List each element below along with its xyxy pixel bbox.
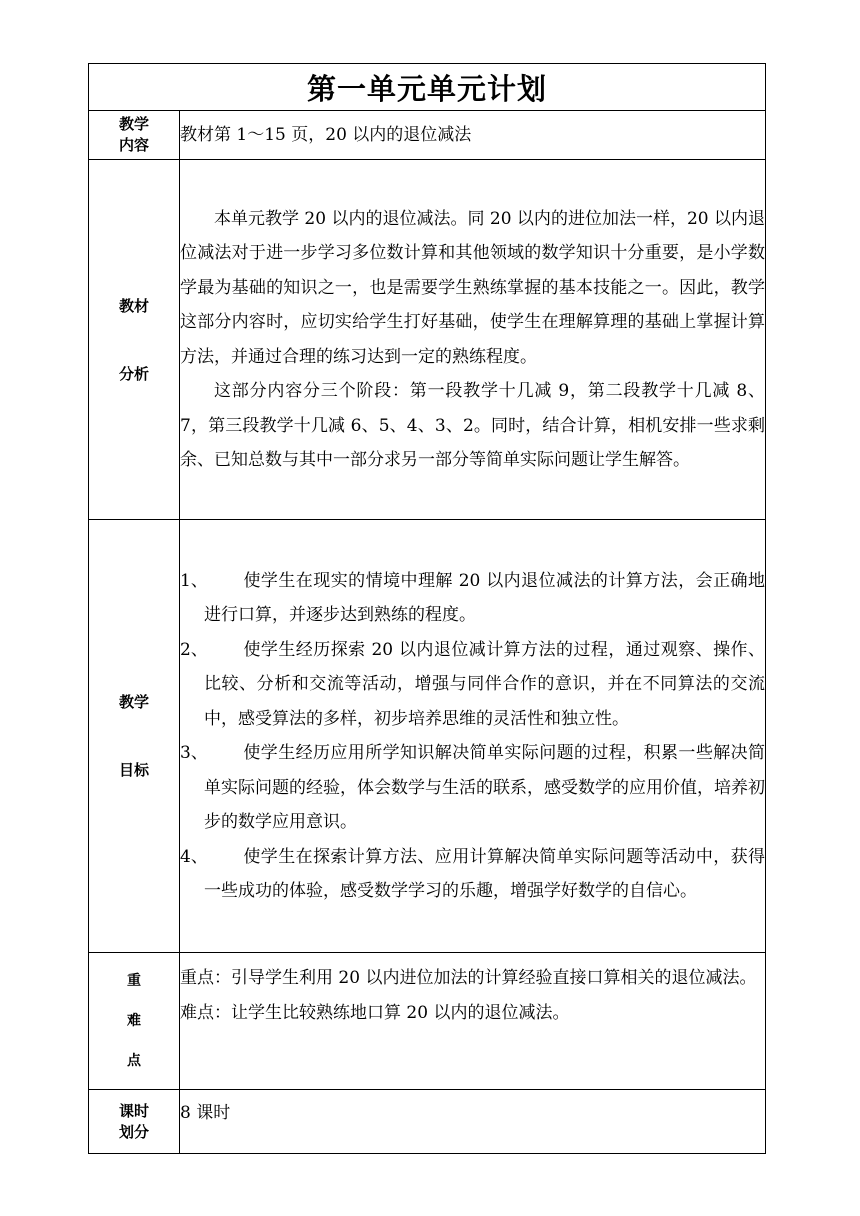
label-line: 划分 xyxy=(118,1122,149,1141)
goal-item xyxy=(180,840,765,909)
class-hours-text: 8 课时 xyxy=(180,1090,766,1154)
goal-number: 2、 xyxy=(180,639,208,660)
teaching-goals-list xyxy=(180,520,766,953)
label-key-difficult-points xyxy=(89,953,180,1090)
label-material-analysis xyxy=(89,160,180,520)
goal-number: 1、 xyxy=(180,570,208,591)
difficult-point-text: 难点：让学生比较熟练地口算 20 以内的退位减法。 xyxy=(180,1002,570,1023)
row-class-hours xyxy=(89,1090,766,1154)
goal-text: 使学生经历应用所学知识解决简单实际问题的过程，积累一些解决简单实际问题的经验，体会数学与生活的联系，感受数学的应用价值，培养初步的数学应用意识。 xyxy=(204,743,766,832)
label-line: 教学 xyxy=(118,115,149,133)
unit-plan-table xyxy=(88,63,766,1154)
label-line: 课时 xyxy=(118,1101,149,1120)
goal-number: 4、 xyxy=(180,846,208,867)
goal-text: 使学生在探索计算方法、应用计算解决简单实际问题等活动中，获得一些成功的体验，感受数学学习的乐趣，增强学好数学的自信心。 xyxy=(204,846,766,901)
goal-item xyxy=(180,736,765,840)
key-point-text: 重点：引导学生利用 20 以内进位加法的计算经验直接口算相关的退位减法。 xyxy=(180,968,757,988)
label-line: 重 xyxy=(127,973,141,989)
label-line: 难 xyxy=(127,1013,141,1029)
key-difficult-text xyxy=(180,953,766,1090)
goal-item xyxy=(180,564,765,633)
label-line: 目标 xyxy=(118,761,149,779)
goal-text: 使学生在现实的情境中理解 20 以内退位减法的计算方法，会正确地进行口算，并逐步达到熟练的程度。 xyxy=(204,570,766,625)
row-key-difficult-points xyxy=(89,953,766,1090)
page-title: 第一单元单元计划 xyxy=(89,64,766,111)
goal-text: 使学生经历探索 20 以内退位减计算方法的过程，通过观察、操作、比较、分析和交流等活动，增强与同伴合作的意识，并在不同算法的交流中，感受算法的多样，初步培养思维的灵活性和独立性。 xyxy=(204,639,766,729)
analysis-paragraph: 本单元教学 20 以内的退位减法。同 20 以内的进位加法一样，20 以内退位减法对于进一步学习多位数计算和其他领域的数学知识十分重要，是小学数学最为基础的知识之一，也是需要学生熟练掌握的基本技能之一。因此，教学这部分内容时，应切实给学生打好基础，使学生在理解算理的基础上掌握计算方法，并通过合理的练习达到一定的熟练程度。 xyxy=(180,208,766,367)
label-line: 点 xyxy=(127,1053,141,1069)
label-class-hours xyxy=(89,1090,180,1154)
row-teaching-content xyxy=(89,111,766,160)
teaching-content-text: 教材第 1～15 页，20 以内的退位减法 xyxy=(180,111,766,160)
label-line: 教学 xyxy=(118,693,149,711)
goal-number: 3、 xyxy=(180,743,208,763)
row-teaching-goals xyxy=(89,520,766,953)
goal-item xyxy=(180,633,765,737)
row-material-analysis xyxy=(89,160,766,520)
label-line: 教材 xyxy=(118,296,149,315)
label-teaching-goals xyxy=(89,520,180,953)
label-teaching-content xyxy=(89,111,180,160)
label-line: 分析 xyxy=(118,364,149,383)
analysis-paragraph: 这部分内容分三个阶段：第一段教学十几减 9，第二段教学十几减 8、7，第三段教学十几减 6、5、4、3、2。同时，结合计算，相机安排一些求剩余、已知总数与其中一部分求另一部分等简单实际问题让学生解答。 xyxy=(180,381,766,470)
label-line: 内容 xyxy=(118,136,149,154)
material-analysis-text xyxy=(180,160,766,520)
